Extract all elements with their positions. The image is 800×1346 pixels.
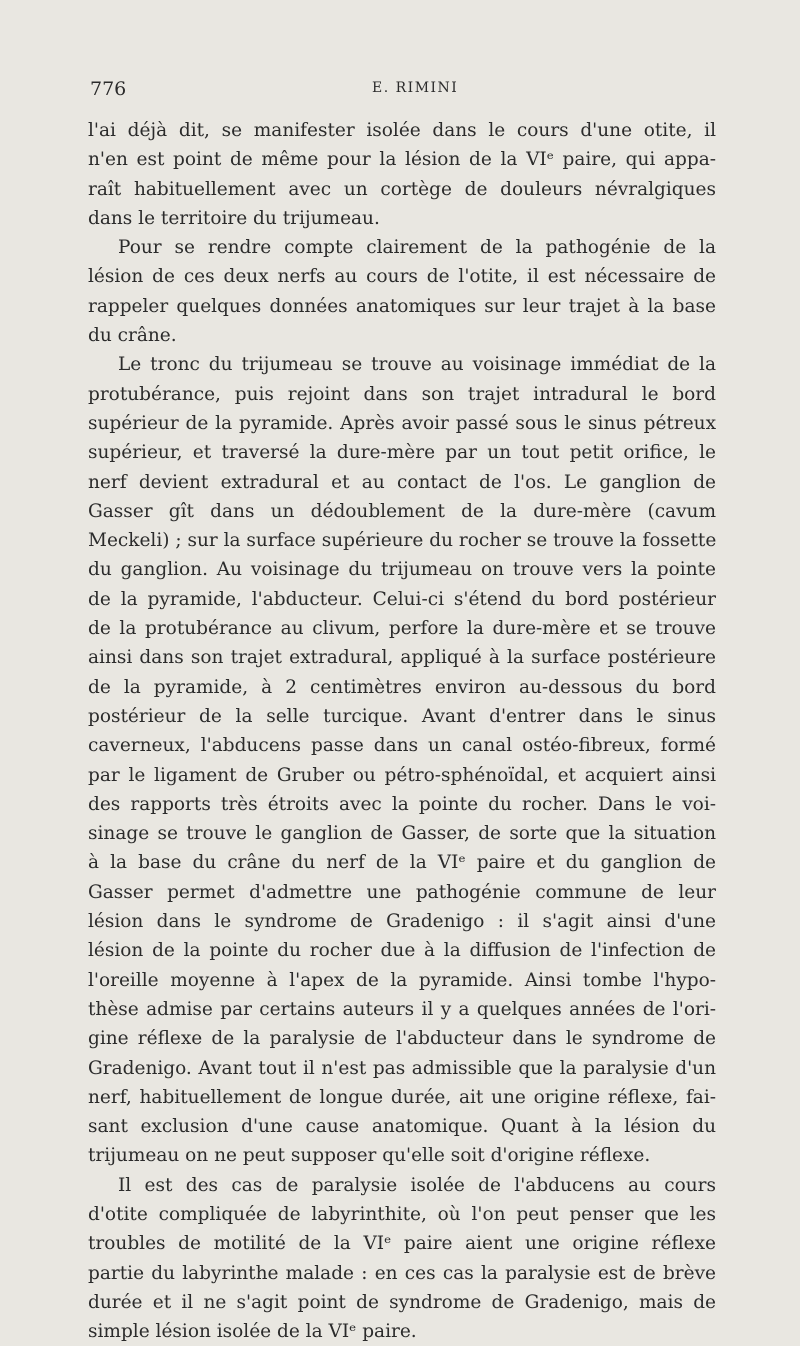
text-line: d'otite compliquée de labyrinthite, où l'on peut penser que les [88, 1203, 716, 1225]
text-line: du ganglion. Au voisinage du trijumeau on trouve vers la pointe [88, 559, 716, 581]
text-line: Gasser permet d'admettre une pathogénie commune de leur [88, 881, 716, 903]
page-number: 776 [90, 78, 127, 100]
text-line: nerf devient extradural et au contact de l'os. Le ganglion de [88, 471, 716, 493]
text-line: de la pyramide, l'abducteur. Celui-ci s'étend du bord postérieur [88, 588, 716, 610]
text-line: Meckeli) ; sur la surface supérieure du rocher se trouve la fossette [88, 530, 717, 552]
text-line: protubérance, puis rejoint dans son trajet intradural le bord [88, 383, 716, 405]
text-line: l'oreille moyenne à l'apex de la pyramide. Ainsi tombe l'hypo- [88, 969, 716, 991]
text-line: partie du labyrinthe malade : en ces cas la paralysie est de brève [88, 1262, 716, 1284]
text-line: Gradenigo. Avant tout il n'est pas admissible que la paralysie d'un [88, 1057, 716, 1079]
text-line: à la base du crâne du nerf de la VIᵉ paire et du ganglion de [88, 852, 716, 874]
text-line: supérieur de la pyramide. Après avoir passé sous le sinus pétreux [88, 412, 716, 434]
text-line: n'en est point de même pour la lésion de la VIᵉ paire, qui appa- [88, 149, 716, 171]
text-line: des rapports très étroits avec la pointe du rocher. Dans le voi- [88, 793, 716, 815]
text-line: durée et il ne s'agit point de syndrome de Gradenigo, mais de [88, 1291, 716, 1313]
text-line: Gasser gît dans un dédoublement de la dure-mère (cavum [88, 500, 716, 522]
text-line: gine réflexe de la paralysie de l'abducteur dans le syndrome de [88, 1028, 716, 1050]
text-line: trijumeau on ne peut supposer qu'elle soit d'origine réflexe. [88, 1145, 651, 1167]
text-line: lésion dans le syndrome de Gradenigo : il s'agit ainsi d'une [88, 911, 716, 933]
text-line: du crâne. [88, 325, 177, 347]
text-line: Le tronc du trijumeau se trouve au voisinage immédiat de la [118, 354, 716, 376]
text-line: supérieur, et traversé la dure-mère par un tout petit orifice, le [88, 442, 716, 464]
text-line: rappeler quelques données anatomiques sur leur trajet à la base [88, 295, 716, 317]
text-line: Il est des cas de paralysie isolée de l'abducens au cours [118, 1174, 716, 1196]
text-line: de la pyramide, à 2 centimètres environ au-dessous du bord [88, 676, 716, 698]
text-line: ainsi dans son trajet extradural, appliqué à la surface postérieure [88, 647, 716, 669]
text-line: dans le territoire du trijumeau. [88, 207, 380, 229]
text-line: troubles de motilité de la VIᵉ paire aient une origine réflexe [88, 1233, 716, 1255]
running-head-author: E. RIMINI [372, 80, 459, 96]
text-line: raît habituellement avec un cortège de douleurs névralgiques [88, 178, 716, 200]
text-line: lésion de ces deux nerfs au cours de l'otite, il est nécessaire de [88, 266, 716, 288]
text-line: lésion de la pointe du rocher due à la diffusion de l'infection de [88, 940, 716, 962]
text-line: thèse admise par certains auteurs il y a quelques années de l'ori- [88, 998, 716, 1020]
text-line: caverneux, l'abducens passe dans un canal ostéo-fibreux, formé [88, 735, 716, 757]
text-line: de la protubérance au clivum, perfore la dure-mère et se trouve [88, 618, 716, 640]
text-line: sinage se trouve le ganglion de Gasser, de sorte que la situation [88, 823, 716, 845]
text-line: nerf, habituellement de longue durée, ait une origine réflexe, fai- [88, 1086, 716, 1108]
text-line: par le ligament de Gruber ou pétro-sphénoïdal, et acquiert ainsi [88, 764, 716, 786]
text-line: postérieur de la selle turcique. Avant d'entrer dans le sinus [88, 705, 716, 727]
text-line: simple lésion isolée de la VIᵉ paire. [88, 1321, 417, 1343]
text-line: Pour se rendre compte clairement de la pathogénie de la [118, 237, 716, 259]
text-line: sant exclusion d'une cause anatomique. Quant à la lésion du [88, 1116, 716, 1138]
text-line: l'ai déjà dit, se manifester isolée dans le cours d'une otite, il [88, 120, 716, 141]
running-head [90, 78, 710, 102]
body-text [88, 116, 716, 1346]
